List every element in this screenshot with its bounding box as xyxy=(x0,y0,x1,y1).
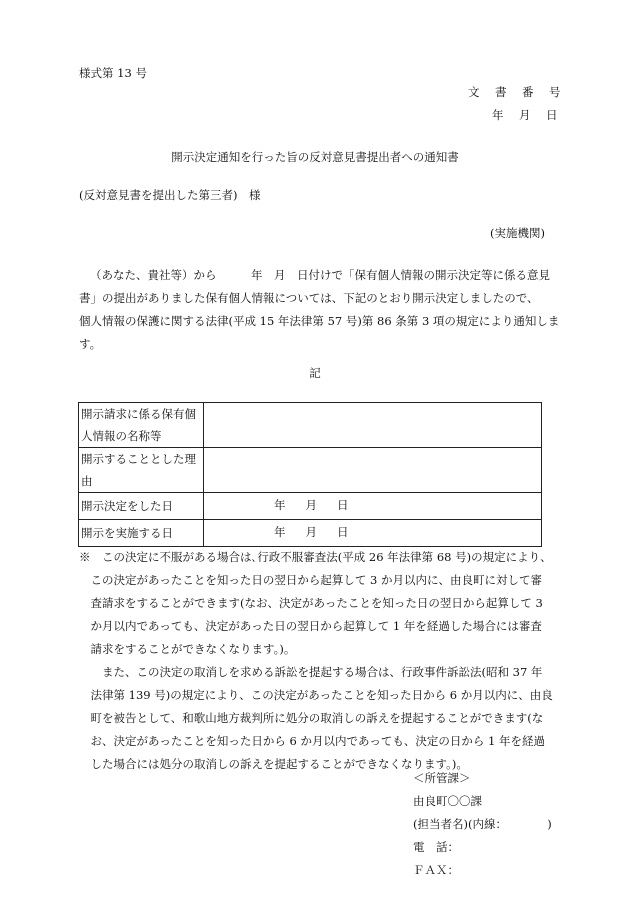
date-label: 年 月 日 xyxy=(492,108,560,122)
date-fields: 年 月 日 xyxy=(274,498,349,513)
body-line: （あなた、貴社等）から 年 月 日付けで「保有個人情報の開示決定等に係る意見 xyxy=(90,268,550,282)
note-line: した場合には処分の取消しの訴えを提起することができなくなります。)。 xyxy=(79,757,468,771)
contact-fax: ＦＡＸ： xyxy=(413,863,459,877)
table-value xyxy=(204,448,542,493)
note-line: また、この決定の取消しを求める訴訟を提起する場合は、行政事件訴訟法(昭和 37 年 xyxy=(79,665,543,679)
note-line: 査請求をすることができます(なお、決定があったことを知った日の翌日から起算して 3 xyxy=(79,596,543,610)
table-value xyxy=(204,493,542,520)
contact-person: (担当者名)(内線： ) xyxy=(413,817,552,831)
note-paragraph xyxy=(79,546,561,776)
table-row xyxy=(79,493,542,520)
document-title: 開示決定通知を行った旨の反対意見書提出者への通知書 xyxy=(171,150,459,164)
body-line: 個人情報の保護に関する法律(平成 15 年法律第 57 号)第 86 条第 3 項の規定により通知しま xyxy=(79,314,560,328)
contact-phone: 電 話： xyxy=(413,840,459,854)
body-paragraph xyxy=(79,264,561,356)
form-number: 様式第 13 号 xyxy=(79,66,147,80)
note-line: か月以内であっても、決定があった日の翌日から起算して 1 年を経過した場合には審査 xyxy=(79,619,542,633)
table-row xyxy=(79,403,542,448)
ki-heading: 記 xyxy=(309,366,321,380)
disclosure-table xyxy=(78,402,542,547)
table-value xyxy=(204,403,542,448)
note-line: この決定があったことを知った日の翌日から起算して 3 か月以内に、由良町に対して審 xyxy=(79,573,543,587)
table-label: 開示を実施する日 xyxy=(79,520,204,547)
note-line: 法律第 139 号)の規定により、この決定があったことを知った日から 6 か月以内に、由良 xyxy=(79,688,553,702)
body-line: す。 xyxy=(79,337,102,351)
table-label: 開示決定をした日 xyxy=(79,493,204,520)
table-label: 開示することとした理 由 xyxy=(79,448,204,493)
note-line: 請求をすることができなくなります。)。 xyxy=(79,642,296,656)
contact-dept-heading: ＜所管課＞ xyxy=(413,771,471,785)
table-row xyxy=(79,448,542,493)
note-line: 町を被告として、和歌山地方裁判所に処分の取消しの訴えを提起することができます(な xyxy=(79,711,544,725)
date-fields: 年 月 日 xyxy=(274,525,349,540)
issuer: (実施機関) xyxy=(490,226,545,240)
table-label: 開示請求に係る保有個 人情報の名称等 xyxy=(79,403,204,448)
note-line: ※ この決定に不服がある場合は､行政不服審査法(平成 26 年法律第 68 号)の規定により、 xyxy=(79,550,552,564)
table-value xyxy=(204,520,542,547)
addressee: (反対意見書を提出した第三者) 様 xyxy=(79,188,261,202)
document-number-label: 文 書 番 号 xyxy=(468,85,563,99)
body-line: 書」の提出がありました保有個人情報については、下記のとおり開示決定しましたので、 xyxy=(79,291,539,305)
note-line: お、決定があったことを知った日から 6 か月以内であっても、決定の日から 1 年を経過 xyxy=(79,734,546,748)
contact-dept: 由良町〇〇課 xyxy=(413,794,482,808)
table-row xyxy=(79,520,542,547)
